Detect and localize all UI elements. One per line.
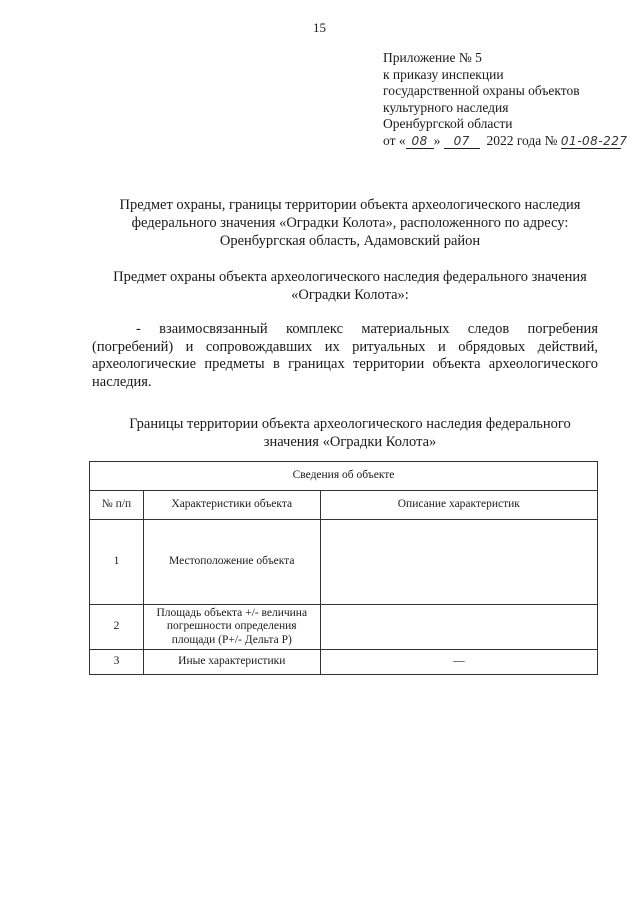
object-info-table	[89, 461, 598, 675]
protection-subject-text: - взаимосвязанный комплекс материальных следов погребения (погребений) и сопровождавших их ритуальных и обрядовых действий, археологические предметы в границах территории объекта археологического наследия.	[92, 321, 598, 390]
row-number: 2	[90, 605, 144, 650]
borders-title-line: значения «Оградки Колота»	[263, 434, 437, 450]
column-header-description: Описание характеристик	[320, 491, 597, 520]
column-header-characteristic: Характеристики объекта	[143, 491, 320, 520]
title-line: федерального значения «Оградки Колота», расположенного по адресу:	[131, 215, 569, 231]
date-month: 07	[444, 135, 480, 149]
row-description: —	[320, 650, 597, 675]
appendix-line: Приложение № 5	[383, 50, 482, 65]
row-characteristic: Площадь объекта +/- величина погрешности определения площади (Р+/- Дельта Р)	[143, 605, 320, 650]
row-number: 1	[90, 520, 144, 605]
column-header-number: № п/п	[90, 491, 144, 520]
order-number: 01-08-227	[560, 133, 628, 148]
territory-borders-heading	[60, 415, 639, 451]
row-characteristic: Местоположение объекта	[143, 520, 320, 605]
row-number: 3	[90, 650, 144, 675]
page-number: 15	[313, 20, 326, 35]
date-prefix: от «	[383, 132, 406, 148]
appendix-line: государственной охраны объектов	[383, 83, 580, 99]
appendix-line: к приказу инспекции	[383, 66, 504, 82]
document-title	[60, 196, 639, 250]
appendix-line: Оренбургской области	[383, 116, 513, 132]
protection-subject-heading	[60, 268, 639, 304]
subtitle-line: Предмет охраны объекта археологического наследия федерального значения	[113, 269, 587, 285]
row-description	[320, 520, 597, 605]
appendix-line: культурного наследия	[383, 99, 509, 115]
subtitle-line: «Оградки Колота»:	[291, 287, 409, 303]
row-characteristic: Иные характеристики	[143, 650, 320, 675]
row-description	[320, 605, 597, 650]
table-row	[90, 650, 598, 675]
appendix-block	[383, 50, 628, 150]
date-year: 2022 года №	[486, 132, 558, 148]
borders-title-line: Границы территории объекта археологического наследия федерального	[129, 416, 571, 432]
table-row	[90, 605, 598, 650]
table-header: Сведения об объекте	[90, 462, 598, 491]
table-row	[90, 520, 598, 605]
title-line: Предмет охраны, границы территории объекта археологического наследия	[119, 197, 581, 213]
appendix-date-line	[383, 132, 628, 150]
date-day: 08	[406, 135, 434, 149]
date-mid: »	[433, 132, 441, 148]
title-line: Оренбургская область, Адамовский район	[219, 233, 481, 249]
